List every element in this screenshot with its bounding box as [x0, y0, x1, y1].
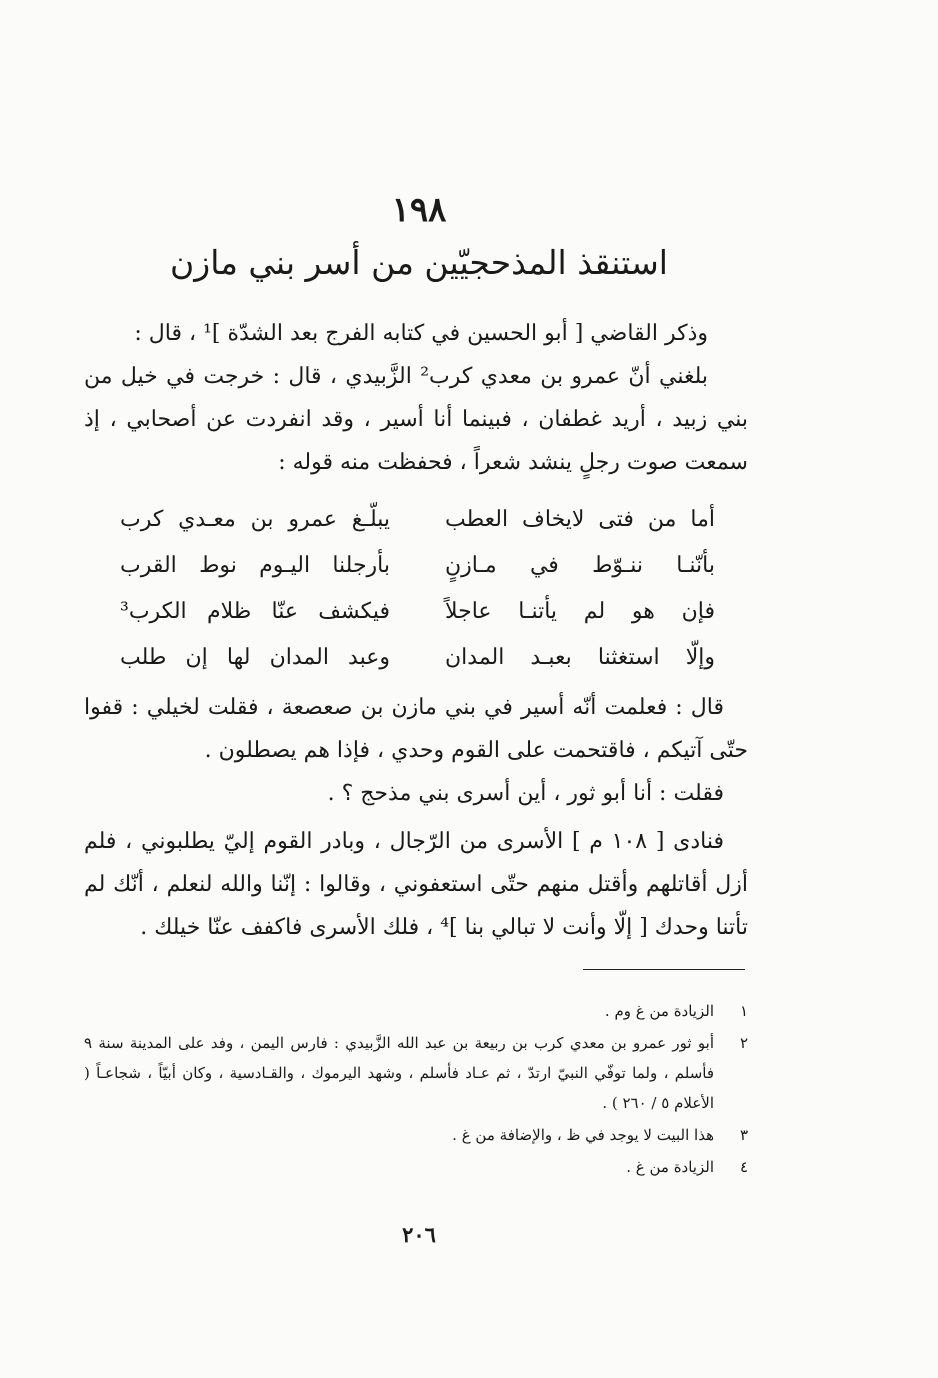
footnote-text: أبو ثور عمرو بن معدي كرب بن ربيعة بن عبد الله الزَّبيدي : فارس اليمن ، وفد على المدينة سنة ٩ فأسلم ، ولما توفّي النبيّ ارتدّ ، ثم عـاد فأسلم ، وشهد اليرموك ، والقـادسية ، وكان أبيّاً ، شجاعـاً ( الأعلام ٥ / ٢٦٠ ) .	[84, 1034, 714, 1112]
narration-paragraph	[84, 820, 748, 949]
verse-first-hemistich: فإن هو لم يأتنـا عاجلاً	[445, 598, 715, 624]
verse-second-hemistich: وعبد المدان لها إن طلب	[120, 644, 390, 670]
footnote-text: الزيادة من غ وم .	[604, 1002, 714, 1020]
verse-second-hemistich: فيكشف عنّا ظلام الكرب³	[120, 598, 390, 624]
narration-paragraph	[84, 686, 748, 772]
footnote-separator	[583, 969, 745, 970]
footnotes	[84, 996, 748, 1184]
footnote-number: ٣	[739, 1126, 748, 1144]
narration-paragraph	[84, 772, 748, 815]
poem-verse	[120, 634, 715, 680]
story-number: ١٩٨	[391, 190, 447, 230]
poem-verse	[120, 542, 715, 588]
verse-second-hemistich: يبلّـغ عمرو بن معـدي كرب	[120, 506, 390, 532]
footnote	[84, 1152, 748, 1182]
poem-verse	[120, 588, 715, 634]
intro-narration: بلغني أنّ عمرو بن معدي كرب² الزَّبيدي ، قال : خرجت في خيل من بني زبيد ، أريد غطفان ، فبينما أنا أسير ، وقد انفردت عن أصحابي ، إذ سمعت صوت رجلٍ ينشد شعراً ، فحفظت منه قوله :	[84, 364, 748, 475]
footnote-number: ٤	[739, 1158, 748, 1176]
paragraph-text: فنادى [ ١٠٨ م ] الأسرى من الرّجال ، وبادر القوم إليّ يطلبوني ، فلم أزل أقاتلهم وأقتل منهم حتّى استعفوني ، وقالوا : إنّنا والله لنعلم ، أنّك لم تأتنا وحدك [ إلّا وأنت لا تبالي بنا ]⁴ ، فلك الأسرى فاكفف عنّا خيلك .	[84, 829, 748, 940]
footnote-number: ١	[739, 1002, 748, 1020]
footnote-text: الزيادة من غ .	[626, 1158, 714, 1176]
story-title: استنقذ المذحجيّين من أسر بني مازن	[170, 243, 668, 282]
verse-first-hemistich: أما من فتى لايخاف العطب	[445, 506, 715, 532]
verse-first-hemistich: بأنّنـا ننـوّط في مـازنٍ	[445, 552, 715, 578]
verse-second-hemistich: بأرجلنا اليـوم نوط القرب	[120, 552, 390, 578]
footnote	[84, 1120, 748, 1150]
poem	[120, 496, 715, 680]
intro-paragraph	[84, 312, 748, 484]
paragraph-text: قال : فعلمت أنّه أسير في بني مازن بن صعصعة ، فقلت لخيلي : قفوا حتّى آتيكم ، فاقتحمت على القوم وحدي ، فإذا هم يصطلون .	[84, 695, 748, 763]
page-number: ٢٠٦	[402, 1222, 436, 1247]
footnote-text: هذا البيت لا يوجد في ظ ، والإضافة من غ .	[452, 1126, 714, 1144]
paragraph-text: فقلت : أنا أبو ثور ، أين أسرى بني مذحج ؟ .	[327, 781, 724, 806]
intro-line: وذكر القاضي [ أبو الحسين في كتابه الفرج بعد الشدّة ]¹ ، قال :	[134, 321, 708, 346]
poem-verse	[120, 496, 715, 542]
footnote	[84, 1028, 748, 1118]
verse-first-hemistich: وإلّا استغثنا بعبـد المدان	[445, 644, 715, 670]
footnote	[84, 996, 748, 1026]
footnote-number: ٢	[739, 1034, 748, 1052]
